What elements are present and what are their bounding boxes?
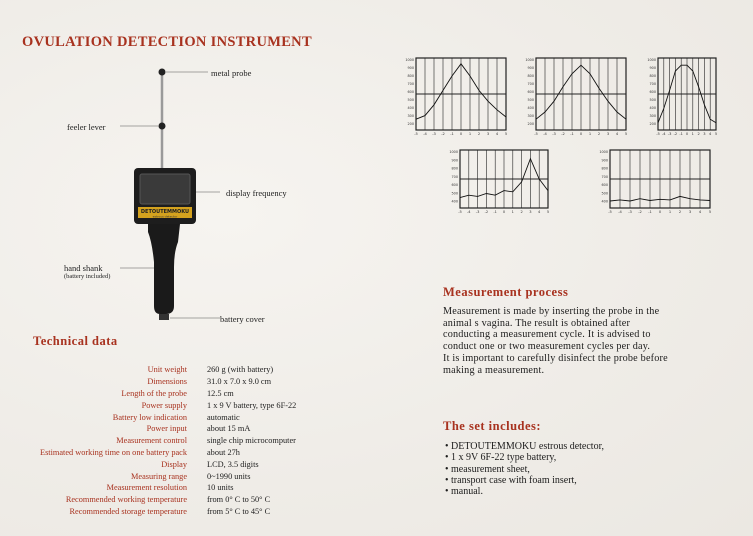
callout-hand-shank [64, 263, 110, 280]
xtick-label: 2 [697, 132, 700, 136]
ytick-label: 500 [451, 191, 458, 196]
technical-heading: Technical data [33, 334, 118, 348]
xtick-label: -1 [679, 132, 683, 136]
paragraph-line: animal s vagina. The result is obtained after [443, 317, 631, 329]
ytick-label: 800 [601, 166, 608, 171]
ytick-label: 400 [601, 199, 608, 204]
tech-label: Battery low indication [112, 412, 187, 422]
xtick-label: 5 [708, 210, 712, 214]
ytick-label: 600 [601, 183, 608, 188]
ytick-label: 200 [649, 122, 656, 126]
measurement-paragraph-2 [443, 353, 668, 376]
table-row [0, 411, 360, 423]
xtick-label: 3 [606, 132, 610, 136]
display-screen [140, 174, 190, 204]
callout-battery-cover: battery cover [220, 314, 265, 324]
ytick-label: 700 [407, 82, 414, 86]
ytick-label: 900 [407, 66, 414, 70]
xtick-label: 5 [546, 210, 550, 214]
paragraph-line: conducting a measurement cycle. It is advised to [443, 329, 651, 340]
paragraph-line: Measurement is made by inserting the probe in the [443, 306, 660, 317]
ytick-label: 900 [649, 66, 656, 70]
table-row [0, 447, 360, 459]
ytick-label: 700 [601, 174, 608, 179]
ytick-label: 1000 [599, 150, 608, 154]
xtick-label: 4 [709, 132, 712, 136]
table-row [0, 399, 360, 411]
xtick-label: 3 [529, 210, 532, 214]
tech-label: Power input [146, 424, 187, 434]
brand-label: DETOUTEMMOKU [140, 209, 190, 215]
probe-tip [159, 69, 166, 76]
list-item: • manual. [445, 486, 604, 497]
xtick-label: 5 [504, 132, 508, 136]
table-row [0, 388, 360, 400]
table-row [0, 364, 360, 376]
set-heading: The set includes: [443, 419, 542, 433]
ytick-label: 500 [649, 98, 656, 102]
set-list [445, 441, 604, 497]
xtick-label: -1 [450, 132, 454, 136]
callout-metal-probe: metal probe [211, 68, 252, 78]
ytick-label: 900 [451, 158, 458, 163]
xtick-label: -3 [628, 210, 632, 214]
xtick-label: -5 [534, 132, 538, 136]
xtick-label: -2 [561, 132, 565, 136]
xtick-label: 1 [588, 132, 592, 136]
paragraph-line: It is important to carefully disinfect the probe before [443, 353, 668, 364]
xtick-label: 0 [459, 132, 463, 136]
xtick-label: -3 [475, 210, 480, 214]
ytick-label: 800 [451, 166, 458, 171]
ytick-label: 1000 [449, 150, 458, 154]
tech-label: Display [161, 459, 187, 469]
ovulation-graph [525, 58, 627, 136]
ytick-label: 600 [451, 183, 458, 188]
ytick-label: 400 [527, 106, 534, 110]
tech-label: Estimated working time on one battery pack [40, 447, 187, 457]
xtick-label: 0 [579, 132, 583, 136]
ytick-label: 1000 [405, 58, 414, 62]
ytick-label: 800 [407, 74, 414, 78]
ytick-label: 1000 [525, 58, 534, 62]
ytick-label: 700 [451, 174, 458, 179]
ytick-label: 300 [649, 114, 656, 118]
list-item: • measurement sheet, [445, 464, 604, 475]
tech-value: LCD, 3.5 digits [207, 459, 259, 469]
xtick-label: -2 [673, 132, 678, 136]
xtick-label: 0 [685, 132, 689, 136]
brand-sublabel: estrous detector [152, 214, 178, 219]
table-row [0, 482, 360, 494]
xtick-label: 3 [688, 210, 692, 214]
xtick-label: -2 [638, 210, 642, 214]
table-row [0, 458, 360, 470]
tech-value: from 0° C to 50° C [207, 495, 271, 505]
xtick-label: 1 [691, 132, 694, 136]
xtick-label: 0 [502, 210, 506, 214]
tech-label: Measurement resolution [106, 483, 187, 493]
ytick-label: 700 [527, 82, 534, 86]
ytick-label: 800 [527, 74, 534, 78]
xtick-label: 2 [520, 210, 523, 214]
tech-value: about 15 mA [207, 424, 251, 434]
technical-table [0, 364, 360, 517]
tech-value: 12.5 cm [207, 388, 234, 398]
ytick-label: 600 [407, 90, 414, 94]
list-item: • DETOUTEMMOKU estrous detector, [445, 441, 604, 452]
ytick-label: 400 [407, 106, 414, 110]
xtick-label: -4 [662, 132, 666, 136]
callout-display-frequency: display frequency [226, 188, 287, 198]
ytick-label: 800 [649, 74, 656, 78]
ytick-label: 900 [601, 158, 608, 163]
graphs-panel [398, 46, 728, 236]
tech-label: Dimensions [147, 377, 187, 387]
paragraph-line: making a measurement. [443, 364, 545, 376]
xtick-label: -1 [648, 210, 652, 214]
xtick-label: 1 [668, 210, 672, 214]
xtick-label: 4 [698, 210, 702, 214]
ytick-label: 900 [527, 66, 534, 70]
ytick-label: 500 [407, 98, 414, 102]
feeler-lever-knob [159, 123, 166, 130]
xtick-label: 0 [658, 210, 662, 214]
battery-cover [159, 314, 169, 320]
table-row [0, 423, 360, 435]
tech-label: Recommended storage temperature [69, 506, 187, 516]
ytick-label: 700 [649, 82, 656, 86]
tech-value: 10 units [207, 483, 234, 493]
ytick-label: 300 [527, 114, 534, 118]
tech-value: 0~1990 units [207, 471, 251, 481]
table-row [0, 506, 360, 518]
xtick-label: -2 [484, 210, 489, 214]
ytick-label: 600 [649, 90, 656, 94]
table-row [0, 494, 360, 506]
xtick-label: 2 [597, 132, 601, 136]
ovulation-graph [405, 58, 507, 136]
ovulation-graph [449, 150, 549, 214]
xtick-label: 4 [538, 210, 541, 214]
xtick-label: -5 [414, 132, 418, 136]
xtick-label: -4 [467, 210, 471, 214]
ovulation-graph [599, 150, 711, 214]
xtick-label: 3 [703, 132, 706, 136]
measurement-paragraph-1 [443, 306, 659, 352]
page-title: OVULATION DETECTION INSTRUMENT [22, 34, 312, 50]
tech-value: about 27h [207, 447, 240, 457]
table-row [0, 435, 360, 447]
ovulation-graph [647, 58, 717, 136]
xtick-label: 5 [714, 132, 718, 136]
xtick-label: -4 [543, 132, 547, 136]
xtick-label: 3 [486, 132, 490, 136]
xtick-label: -3 [552, 132, 556, 136]
xtick-label: 4 [495, 132, 499, 136]
tech-label: Measurement control [116, 436, 187, 446]
measurement-heading: Measurement process [443, 285, 569, 299]
ytick-label: 600 [527, 90, 534, 94]
xtick-label: 5 [624, 132, 628, 136]
tech-value: 260 g (with battery) [207, 365, 274, 375]
xtick-label: -3 [667, 132, 672, 136]
ytick-label: 400 [649, 106, 656, 110]
xtick-label: -4 [618, 210, 622, 214]
tech-value: automatic [207, 412, 240, 422]
ytick-label: 500 [527, 98, 534, 102]
callout-hand-shank-label: hand shank [64, 263, 103, 273]
xtick-label: 1 [468, 132, 472, 136]
paragraph-line: conduct one or two measurement cycles per day. [443, 340, 651, 352]
xtick-label: 2 [678, 210, 682, 214]
xtick-label: -5 [608, 210, 612, 214]
callout-feeler-lever: feeler lever [67, 122, 106, 132]
ytick-label: 200 [407, 122, 414, 126]
hand-shank [148, 224, 180, 314]
tech-value: 31.0 x 7.0 x 9.0 cm [207, 377, 272, 387]
xtick-label: 4 [615, 132, 619, 136]
table-row [0, 376, 360, 388]
callout-hand-shank-note: (battery included) [64, 273, 111, 280]
list-item: • 1 x 9V 6F-22 type battery, [445, 452, 604, 463]
xtick-label: 1 [511, 210, 514, 214]
xtick-label: -1 [493, 210, 497, 214]
ytick-label: 500 [601, 191, 608, 196]
xtick-label: -3 [432, 132, 436, 136]
xtick-label: -2 [441, 132, 445, 136]
tech-value: single chip microcomputer [207, 436, 296, 446]
ytick-label: 200 [527, 122, 534, 126]
xtick-label: -5 [656, 132, 660, 136]
tech-label: Unit weight [147, 365, 187, 375]
table-row [0, 470, 360, 482]
xtick-label: -1 [570, 132, 574, 136]
tech-label: Measuring range [131, 471, 187, 481]
xtick-label: 2 [477, 132, 481, 136]
tech-label: Recommended working temperature [65, 495, 187, 505]
xtick-label: -5 [458, 210, 462, 214]
tech-value: from 5° C to 45° C [207, 506, 271, 516]
ytick-label: 1000 [647, 58, 656, 62]
device-illustration [120, 62, 220, 330]
tech-label: Power supply [141, 400, 187, 410]
tech-value: 1 x 9 V battery, type 6F-22 [207, 400, 297, 410]
xtick-label: -4 [423, 132, 427, 136]
tech-label: Length of the probe [121, 388, 187, 398]
list-item: • transport case with foam insert, [445, 475, 604, 486]
ytick-label: 400 [451, 199, 458, 204]
ytick-label: 300 [407, 114, 414, 118]
